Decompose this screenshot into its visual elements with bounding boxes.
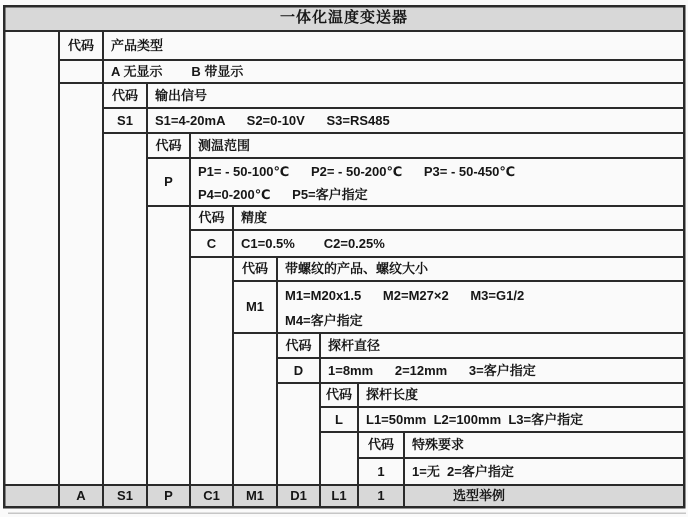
level5-code: M1 [245,299,265,314]
level7-options: L1=50mm L2=100mm L3=客户指定 [366,412,584,427]
level8-code-header: 代码 [367,437,394,452]
level7-code-header: 代码 [325,387,352,402]
level1-name: 产品类型 [111,38,164,53]
summary-cell-accuracy: C1 [203,488,220,503]
level2-options: S1=4-20mA S2=0-10V S3=RS485 [155,113,390,128]
level3-options-line1: P1= - 50-100℃ P2= - 50-200℃ P3= - 50-450℃ [198,164,516,179]
level6-code: D [293,363,304,378]
table-title: 一体化温度变送器 [279,9,408,26]
level4-code: C [206,236,217,251]
level8-code: 1 [377,464,385,479]
level3-name: 测温范围 [198,138,251,153]
level6-options: 1=8mm 2=12mm 3=客户指定 [328,363,536,378]
level4-name: 精度 [241,210,268,225]
level1-options: A 无显示 B 带显示 [111,64,244,79]
level2-code: S1 [117,113,133,128]
level3-code: P [164,174,173,189]
level5-options-line1: M1=M20x1.5 M2=M27×2 M3=G1/2 [285,288,525,303]
summary-cell-length: L1 [331,488,347,503]
summary-label: 选型举例 [453,488,506,503]
level8-name: 特殊要求 [412,437,465,452]
level5-options-line2: M4=客户指定 [285,313,363,328]
level8-options: 1=无 2=客户指定 [412,464,514,479]
level1-code [59,60,103,83]
summary-cell-special: 1 [377,488,385,503]
summary-cell-thread: M1 [245,488,265,503]
level7-name: 探杆长度 [366,387,419,402]
summary-cell-blank [3,485,59,507]
summary-cell-signal: S1 [117,488,133,503]
level4-options: C1=0.5% C2=0.25% [241,236,385,251]
level2-code-header: 代码 [111,88,138,103]
level2-name: 输出信号 [155,88,208,103]
level5-name: 带螺纹的产品、螺纹大小 [285,261,429,276]
level4-code-header: 代码 [198,210,225,225]
level3-code-header: 代码 [155,138,182,153]
summary-cell-diameter: D1 [290,488,307,503]
level7-code: L [335,412,343,427]
level3-options-line2: P4=0-200℃ P5=客户指定 [198,187,368,202]
level5-code-header: 代码 [241,261,268,276]
summary-cell-product: A [76,488,86,503]
level6-code-header: 代码 [285,338,312,353]
level1-code-header: 代码 [67,38,94,53]
summary-cell-range: P [164,488,173,503]
level6-name: 探杆直径 [328,338,381,353]
